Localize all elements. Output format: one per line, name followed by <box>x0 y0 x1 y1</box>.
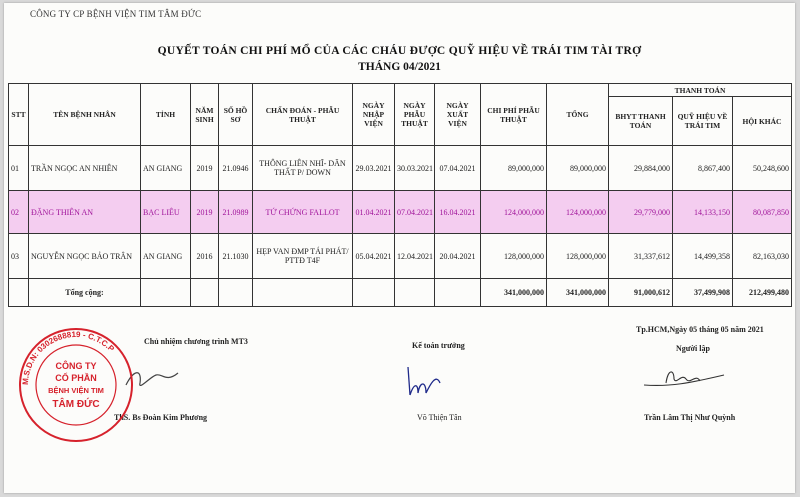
total-surgery-cost: 341,000,000 <box>481 279 547 307</box>
total-association: 212,499,480 <box>733 279 792 307</box>
cell-admit-date: 01.04.2021 <box>353 191 395 234</box>
cell-stt: 01 <box>9 146 29 191</box>
cell-bhyt: 29,884,000 <box>609 146 673 191</box>
header-surgery-date: NGÀY PHẪU THUẬT <box>395 84 435 146</box>
cell-association: 80,087,850 <box>733 191 792 234</box>
middle-signer-name: Võ Thiện Tân <box>417 413 462 422</box>
cell-fund: 14,499,358 <box>673 234 733 279</box>
stamp-line1: CÔNG TY <box>55 361 97 371</box>
cell-bhyt: 31,337,612 <box>609 234 673 279</box>
total-total: 341,000,000 <box>547 279 609 307</box>
document-subtitle: THÁNG 04/2021 <box>358 61 441 73</box>
table-row <box>9 191 792 234</box>
header-payment: THANH TOÁN <box>609 84 792 97</box>
total-fund: 37,499,908 <box>673 279 733 307</box>
header-admit-date: NGÀY NHẬP VIỆN <box>353 84 395 146</box>
cell-discharge-date: 07.04.2021 <box>435 146 481 191</box>
cell-name: TRẦN NGỌC AN NHIÊN <box>29 146 141 191</box>
table-row <box>9 146 792 191</box>
cell-bhyt: 29,779,000 <box>609 191 673 234</box>
left-signer-name: ThS. Bs Đoàn Kim Phương <box>114 413 208 422</box>
header-association: HỘI KHÁC <box>733 97 792 146</box>
document-page <box>4 3 795 493</box>
date-line: Tp.HCM,Ngày 05 tháng 05 năm 2021 <box>636 325 764 334</box>
stamp-line4: TÂM ĐỨC <box>52 399 100 410</box>
header-bhyt: BHYT THANH TOÁN <box>609 97 673 146</box>
total-bhyt: 91,000,612 <box>609 279 673 307</box>
header-birth-year: NĂM SINH <box>191 84 219 146</box>
right-signer-name: Trần Lâm Thị Như Quỳnh <box>644 413 736 422</box>
stamp-line3: BỆNH VIỆN TIM <box>48 386 104 395</box>
cell-file-no: 21.1030 <box>219 234 253 279</box>
cell-association: 82,163,030 <box>733 234 792 279</box>
cell-discharge-date: 20.04.2021 <box>435 234 481 279</box>
header-diagnosis: CHẨN ĐOÁN - PHẪU THUẬT <box>253 84 353 146</box>
cell-diagnosis: HẸP VAN ĐMP TÁI PHÁT/ PTTĐ T4F <box>253 234 353 279</box>
cell-file-no: 21.0946 <box>219 146 253 191</box>
stamp-line2: CỔ PHẦN <box>55 373 97 383</box>
cell-total: 128,000,000 <box>547 234 609 279</box>
cell-admit-date: 29.03.2021 <box>353 146 395 191</box>
cell-birth-year: 2016 <box>191 234 219 279</box>
totals-row <box>9 279 792 307</box>
document-title: QUYẾT TOÁN CHI PHÍ MỔ CỦA CÁC CHÁU ĐƯỢC QUỸ HIỆU VỀ TRÁI TIM TÀI TRỢ <box>157 45 642 57</box>
company-stamp <box>16 325 136 445</box>
cell-file-no: 21.0989 <box>219 191 253 234</box>
cell-surgery-date: 07.04.2021 <box>395 191 435 234</box>
cell-fund: 14,133,150 <box>673 191 733 234</box>
cell-surgery-date: 12.04.2021 <box>395 234 435 279</box>
totals-label: Tổng cộng: <box>29 279 141 307</box>
header-surgery-cost: CHI PHÍ PHẪU THUẬT <box>481 84 547 146</box>
cell-province: AN GIANG <box>141 146 191 191</box>
header-discharge-date: NGÀY XUẤT VIỆN <box>435 84 481 146</box>
header-stt: STT <box>9 84 29 146</box>
header-fund: QUỸ HIỆU VỀ TRÁI TIM <box>673 97 733 146</box>
header-total: TỔNG <box>547 84 609 146</box>
cell-diagnosis: TỨ CHỨNG FALLOT <box>253 191 353 234</box>
middle-signer-title: Kế toán trưởng <box>412 341 465 350</box>
cell-diagnosis: THÔNG LIÊN NHĨ- DÃN THẤT P/ DOWN <box>253 146 353 191</box>
right-signer-title: Người lập <box>676 344 710 353</box>
cell-surgery-cost: 89,000,000 <box>481 146 547 191</box>
cell-stt: 03 <box>9 234 29 279</box>
cell-province: BẠC LIÊU <box>141 191 191 234</box>
cell-birth-year: 2019 <box>191 191 219 234</box>
header-file-no: SỐ HỒ SƠ <box>219 84 253 146</box>
cell-surgery-cost: 128,000,000 <box>481 234 547 279</box>
cell-province: AN GIANG <box>141 234 191 279</box>
cell-birth-year: 2019 <box>191 146 219 191</box>
header-name: TÊN BỆNH NHÂN <box>29 84 141 146</box>
cell-total: 89,000,000 <box>547 146 609 191</box>
cell-surgery-cost: 124,000,000 <box>481 191 547 234</box>
cell-fund: 8,867,400 <box>673 146 733 191</box>
left-signer-title: Chủ nhiệm chương trình MT3 <box>144 337 248 346</box>
cell-admit-date: 05.04.2021 <box>353 234 395 279</box>
cell-surgery-date: 30.03.2021 <box>395 146 435 191</box>
cell-name: NGUYỄN NGỌC BẢO TRÂN <box>29 234 141 279</box>
header-province: TỈNH <box>141 84 191 146</box>
cell-discharge-date: 16.04.2021 <box>435 191 481 234</box>
company-name: CÔNG TY CP BỆNH VIỆN TIM TÂM ĐỨC <box>30 9 202 19</box>
cell-association: 50,248,600 <box>733 146 792 191</box>
right-signature <box>640 365 730 393</box>
settlement-table <box>8 83 792 307</box>
cell-stt: 02 <box>9 191 29 234</box>
stamp-ring-text: M.S.D.N: 0302688819 - C.T.C.P <box>20 329 116 386</box>
table-row <box>9 234 792 279</box>
cell-name: ĐẶNG THIÊN AN <box>29 191 141 234</box>
cell-total: 124,000,000 <box>547 191 609 234</box>
middle-signature <box>400 363 450 403</box>
